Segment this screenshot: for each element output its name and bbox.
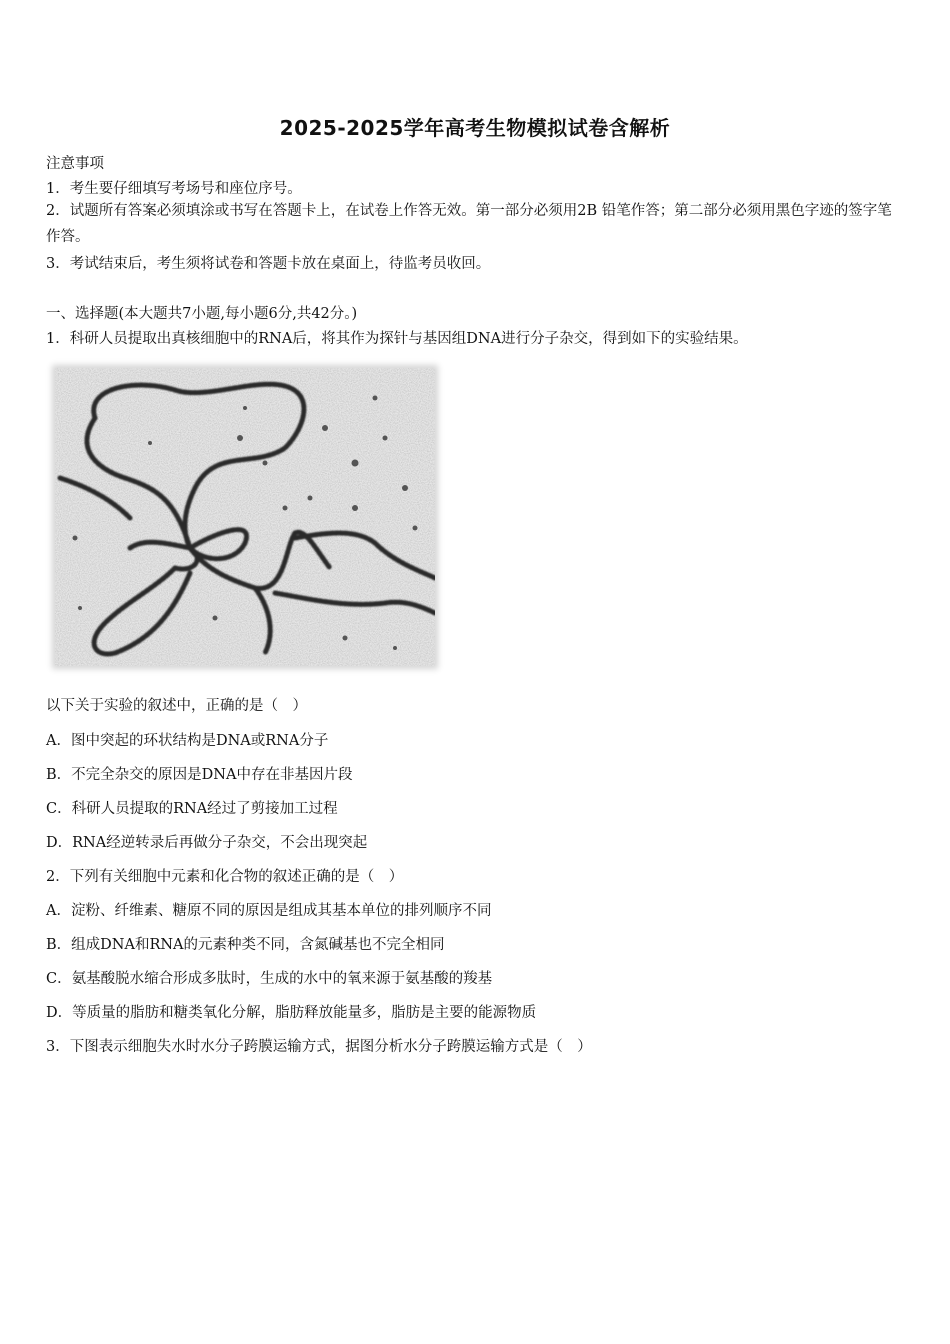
question-2-option-d: D．等质量的脂肪和糖类氧化分解，脂肪释放能量多，脂肪是主要的能源物质 <box>46 1005 537 1021</box>
question-1-stem: 1．科研人员提取出真核细胞中的RNA后，将其作为探针与基因组DNA进行分子杂交，得到如下的实验结果。 <box>46 331 748 347</box>
question-3-stem: 3．下图表示细胞失水时水分子跨膜运输方式，据图分析水分子跨膜运输方式是（ ） <box>46 1039 592 1055</box>
notice-item-2: 2．试题所有答案必须填涂或书写在答题卡上，在试卷上作答无效。第一部分必须用2B 铅笔作答；第二部分必须用黑色字迹的签字笔作答。 <box>46 203 892 245</box>
electron-micrograph-image <box>55 368 435 666</box>
page-title: 2025-2025学年高考生物模拟试卷含解析 <box>279 116 671 140</box>
question-2-option-c: C．氨基酸脱水缩合形成多肽时，生成的水中的氧来源于氨基酸的羧基 <box>46 971 493 987</box>
question-1-prompt: 以下关于实验的叙述中，正确的是（ ） <box>46 698 307 714</box>
section-heading: 一、选择题(本大题共7小题,每小题6分,共42分。) <box>46 306 358 322</box>
question-2-stem: 2．下列有关细胞中元素和化合物的叙述正确的是（ ） <box>46 869 404 885</box>
question-1-option-c: C．科研人员提取的RNA经过了剪接加工过程 <box>46 801 338 817</box>
question-2-option-a: A．淀粉、纤维素、糖原不同的原因是组成其基本单位的排列顺序不同 <box>46 903 492 919</box>
question-1-option-b: B．不完全杂交的原因是DNA中存在非基因片段 <box>46 767 353 783</box>
notice-item-3: 3．考试结束后，考生须将试卷和答题卡放在桌面上，待监考员收回。 <box>46 256 491 272</box>
question-1-option-a: A．图中突起的环状结构是DNA或RNA分子 <box>46 733 329 749</box>
question-1-option-d: D．RNA经逆转录后再做分子杂交，不会出现突起 <box>46 835 368 851</box>
question-2-option-b: B．组成DNA和RNA的元素种类不同，含氮碱基也不完全相同 <box>46 937 445 953</box>
notice-heading: 注意事项 <box>46 156 104 172</box>
notice-item-1: 1．考生要仔细填写考场号和座位序号。 <box>46 181 302 197</box>
